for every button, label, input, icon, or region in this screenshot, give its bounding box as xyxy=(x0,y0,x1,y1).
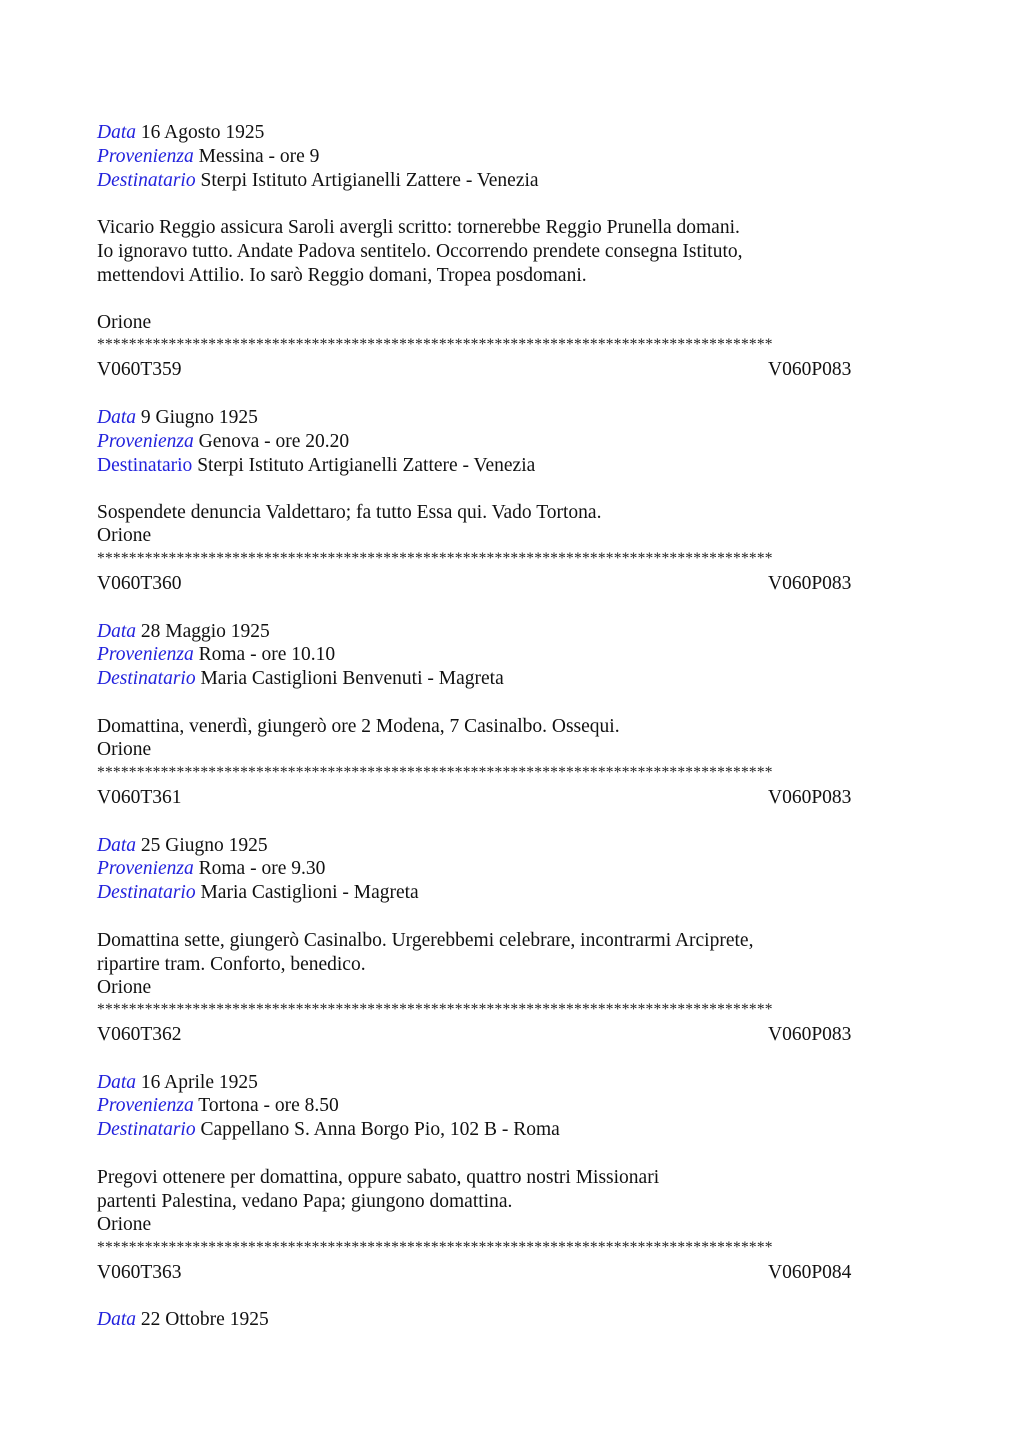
reference-right: V060P083 xyxy=(768,573,852,594)
provenienza-label: Provenienza xyxy=(97,1095,194,1116)
data-label: Data xyxy=(97,122,136,143)
recipient-value: Maria Castiglioni - Magreta xyxy=(200,882,419,903)
reference-right: V060P083 xyxy=(768,359,852,380)
reference-left: V060T360 xyxy=(97,573,182,594)
date-value: 28 Maggio 1925 xyxy=(140,621,270,642)
body-line: ripartire tram. Conforto, benedico. xyxy=(97,954,366,975)
data-label: Data xyxy=(97,621,136,642)
entry-recipient-line xyxy=(97,667,504,691)
entry-date-line xyxy=(97,620,270,644)
reference-right: V060P083 xyxy=(768,787,852,808)
entry-recipient-line xyxy=(97,454,535,478)
signature: Orione xyxy=(97,977,152,998)
destinatario-label: Destinatario xyxy=(97,455,193,476)
reference-right: V060P084 xyxy=(768,1262,852,1283)
entry-origin-line xyxy=(97,430,349,454)
date-value: 16 Aprile 1925 xyxy=(140,1072,258,1093)
separator: ************************************************************************************* xyxy=(97,336,773,353)
separator: ************************************************************************************* xyxy=(97,764,773,781)
recipient-value: Sterpi Istituto Artigianelli Zattere - Venezia xyxy=(197,455,536,476)
origin-value: Tortona - ore 8.50 xyxy=(198,1095,339,1116)
body-line: Sospendete denuncia Valdettaro; fa tutto Essa qui. Vado Tortona. xyxy=(97,502,602,523)
date-value: 9 Giugno 1925 xyxy=(140,407,258,428)
date-value: 25 Giugno 1925 xyxy=(140,835,268,856)
data-label: Data xyxy=(97,407,136,428)
body-line: Pregovi ottenere per domattina, oppure sabato, quattro nostri Missionari xyxy=(97,1167,660,1188)
entry-date-line xyxy=(97,121,264,145)
reference-left: V060T362 xyxy=(97,1024,182,1045)
body-line: Domattina sette, giungerò Casinalbo. Urgerebbemi celebrare, incontrarmi Arciprete, xyxy=(97,930,754,951)
entry-origin-line xyxy=(97,643,335,667)
date-value: 16 Agosto 1925 xyxy=(140,122,265,143)
data-label: Data xyxy=(97,835,136,856)
signature: Orione xyxy=(97,739,152,760)
entry-date-line xyxy=(97,834,268,858)
provenienza-label: Provenienza xyxy=(97,644,194,665)
recipient-value: Maria Castiglioni Benvenuti - Magreta xyxy=(200,668,504,689)
reference-left: V060T359 xyxy=(97,359,182,380)
body-line: Io ignoravo tutto. Andate Padova sentitelo. Occorrendo prendete consegna Istituto, xyxy=(97,241,743,262)
entry-recipient-line xyxy=(97,1118,560,1142)
data-label: Data xyxy=(97,1072,136,1093)
data-label: Data xyxy=(97,1309,136,1330)
entry-date-line xyxy=(97,1308,269,1332)
signature: Orione xyxy=(97,1214,152,1235)
entry-origin-line xyxy=(97,857,325,881)
entry-origin-line xyxy=(97,1094,339,1118)
body-line: mettendovi Attilio. Io sarò Reggio domani, Tropea posdomani. xyxy=(97,265,587,286)
entry-origin-line xyxy=(97,145,319,169)
body-line: partenti Palestina, vedano Papa; giungono domattina. xyxy=(97,1191,513,1212)
separator: ************************************************************************************* xyxy=(97,1001,773,1018)
separator: ************************************************************************************* xyxy=(97,1239,773,1256)
provenienza-label: Provenienza xyxy=(97,146,194,167)
recipient-value: Sterpi Istituto Artigianelli Zattere - Venezia xyxy=(200,170,539,191)
body-line: Domattina, venerdì, giungerò ore 2 Modena, 7 Casinalbo. Ossequi. xyxy=(97,716,620,737)
destinatario-label: Destinatario xyxy=(97,882,196,903)
provenienza-label: Provenienza xyxy=(97,431,194,452)
provenienza-label: Provenienza xyxy=(97,858,194,879)
entry-date-line xyxy=(97,406,258,430)
entry-recipient-line xyxy=(97,881,419,905)
separator: ************************************************************************************* xyxy=(97,550,773,567)
origin-value: Roma - ore 10.10 xyxy=(198,644,336,665)
reference-left: V060T361 xyxy=(97,787,182,808)
entry-date-line xyxy=(97,1071,258,1095)
origin-value: Roma - ore 9.30 xyxy=(198,858,326,879)
date-value: 22 Ottobre 1925 xyxy=(140,1309,269,1330)
body-line: Vicario Reggio assicura Saroli avergli scritto: tornerebbe Reggio Prunella domani. xyxy=(97,217,740,238)
recipient-value: Cappellano S. Anna Borgo Pio, 102 B - Roma xyxy=(200,1119,560,1140)
destinatario-label: Destinatario xyxy=(97,1119,196,1140)
reference-left: V060T363 xyxy=(97,1262,182,1283)
origin-value: Messina - ore 9 xyxy=(198,146,320,167)
origin-value: Genova - ore 20.20 xyxy=(198,431,350,452)
destinatario-label: Destinatario xyxy=(97,170,196,191)
entry-recipient-line xyxy=(97,169,539,193)
reference-right: V060P083 xyxy=(768,1024,852,1045)
signature: Orione xyxy=(97,525,152,546)
signature: Orione xyxy=(97,312,152,333)
destinatario-label: Destinatario xyxy=(97,668,196,689)
